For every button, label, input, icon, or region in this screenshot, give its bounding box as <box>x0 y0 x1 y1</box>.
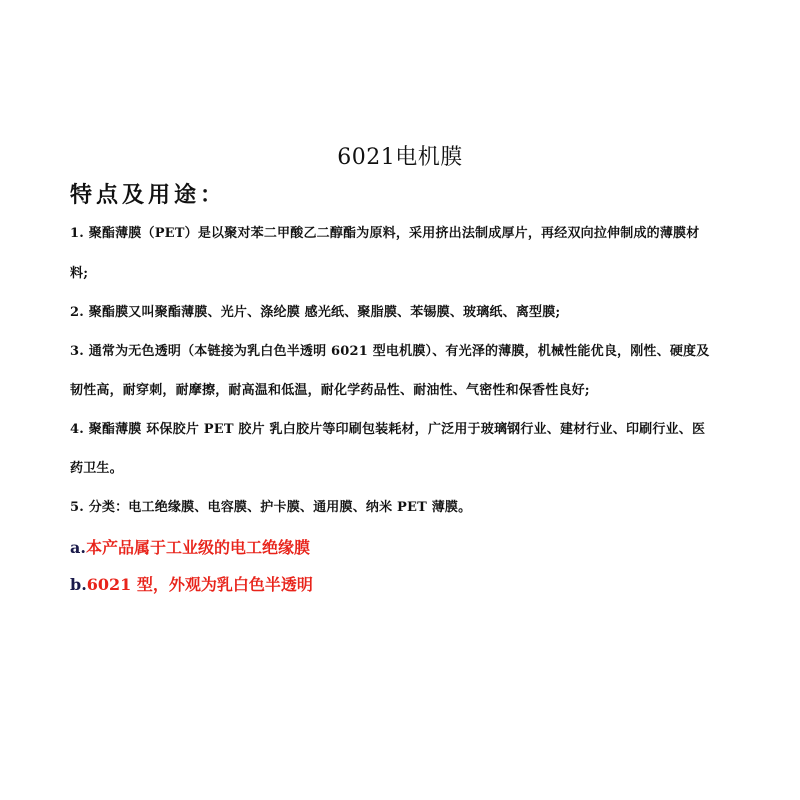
note-a-prefix: a. <box>70 538 86 557</box>
item-4-line-2: 药卫生。 <box>70 461 123 476</box>
note-b-prefix: b. <box>70 575 87 594</box>
item-3-line-1: 3. 通常为无色透明（本链接为乳白色半透明 6021 型电机膜）、有光泽的薄膜，机械性能优良，刚性、硬度及 <box>70 344 710 359</box>
item-1-line-1: 1. 聚酯薄膜（PET）是以聚对苯二甲酸乙二醇酯为原料，采用挤出法制成厚片，再经双向拉伸制成的薄膜材 <box>70 226 700 241</box>
note-a-text: 本产品属于工业级的电工绝缘膜 <box>85 538 310 557</box>
note-b-text: 6021 型，外观为乳白色半透明 <box>86 575 313 594</box>
item-2-line-1: 2. 聚酯膜又叫聚酯薄膜、光片、涤纶膜 感光纸、聚脂膜、苯锡膜、玻璃纸、离型膜; <box>70 305 561 320</box>
item-1-line-2: 料; <box>70 266 89 281</box>
item-4-line-1: 4. 聚酯薄膜 环保胶片 PET 胶片 乳白胶片等印刷包装耗材，广泛用于玻璃钢行业、建材行业、印刷行业、医 <box>70 422 706 437</box>
page-title: 6021电机膜 <box>337 145 463 170</box>
item-5-line-1: 5. 分类：电工绝缘膜、电容膜、护卡膜、通用膜、纳米 PET 薄膜。 <box>70 500 472 515</box>
note-a <box>70 535 310 558</box>
item-3-line-2: 韧性高，耐穿刺，耐摩擦，耐高温和低温，耐化学药品性、耐油性、气密性和保香性良好; <box>70 383 590 398</box>
section-heading: 特点及用途： <box>70 182 227 208</box>
note-b <box>70 572 313 595</box>
